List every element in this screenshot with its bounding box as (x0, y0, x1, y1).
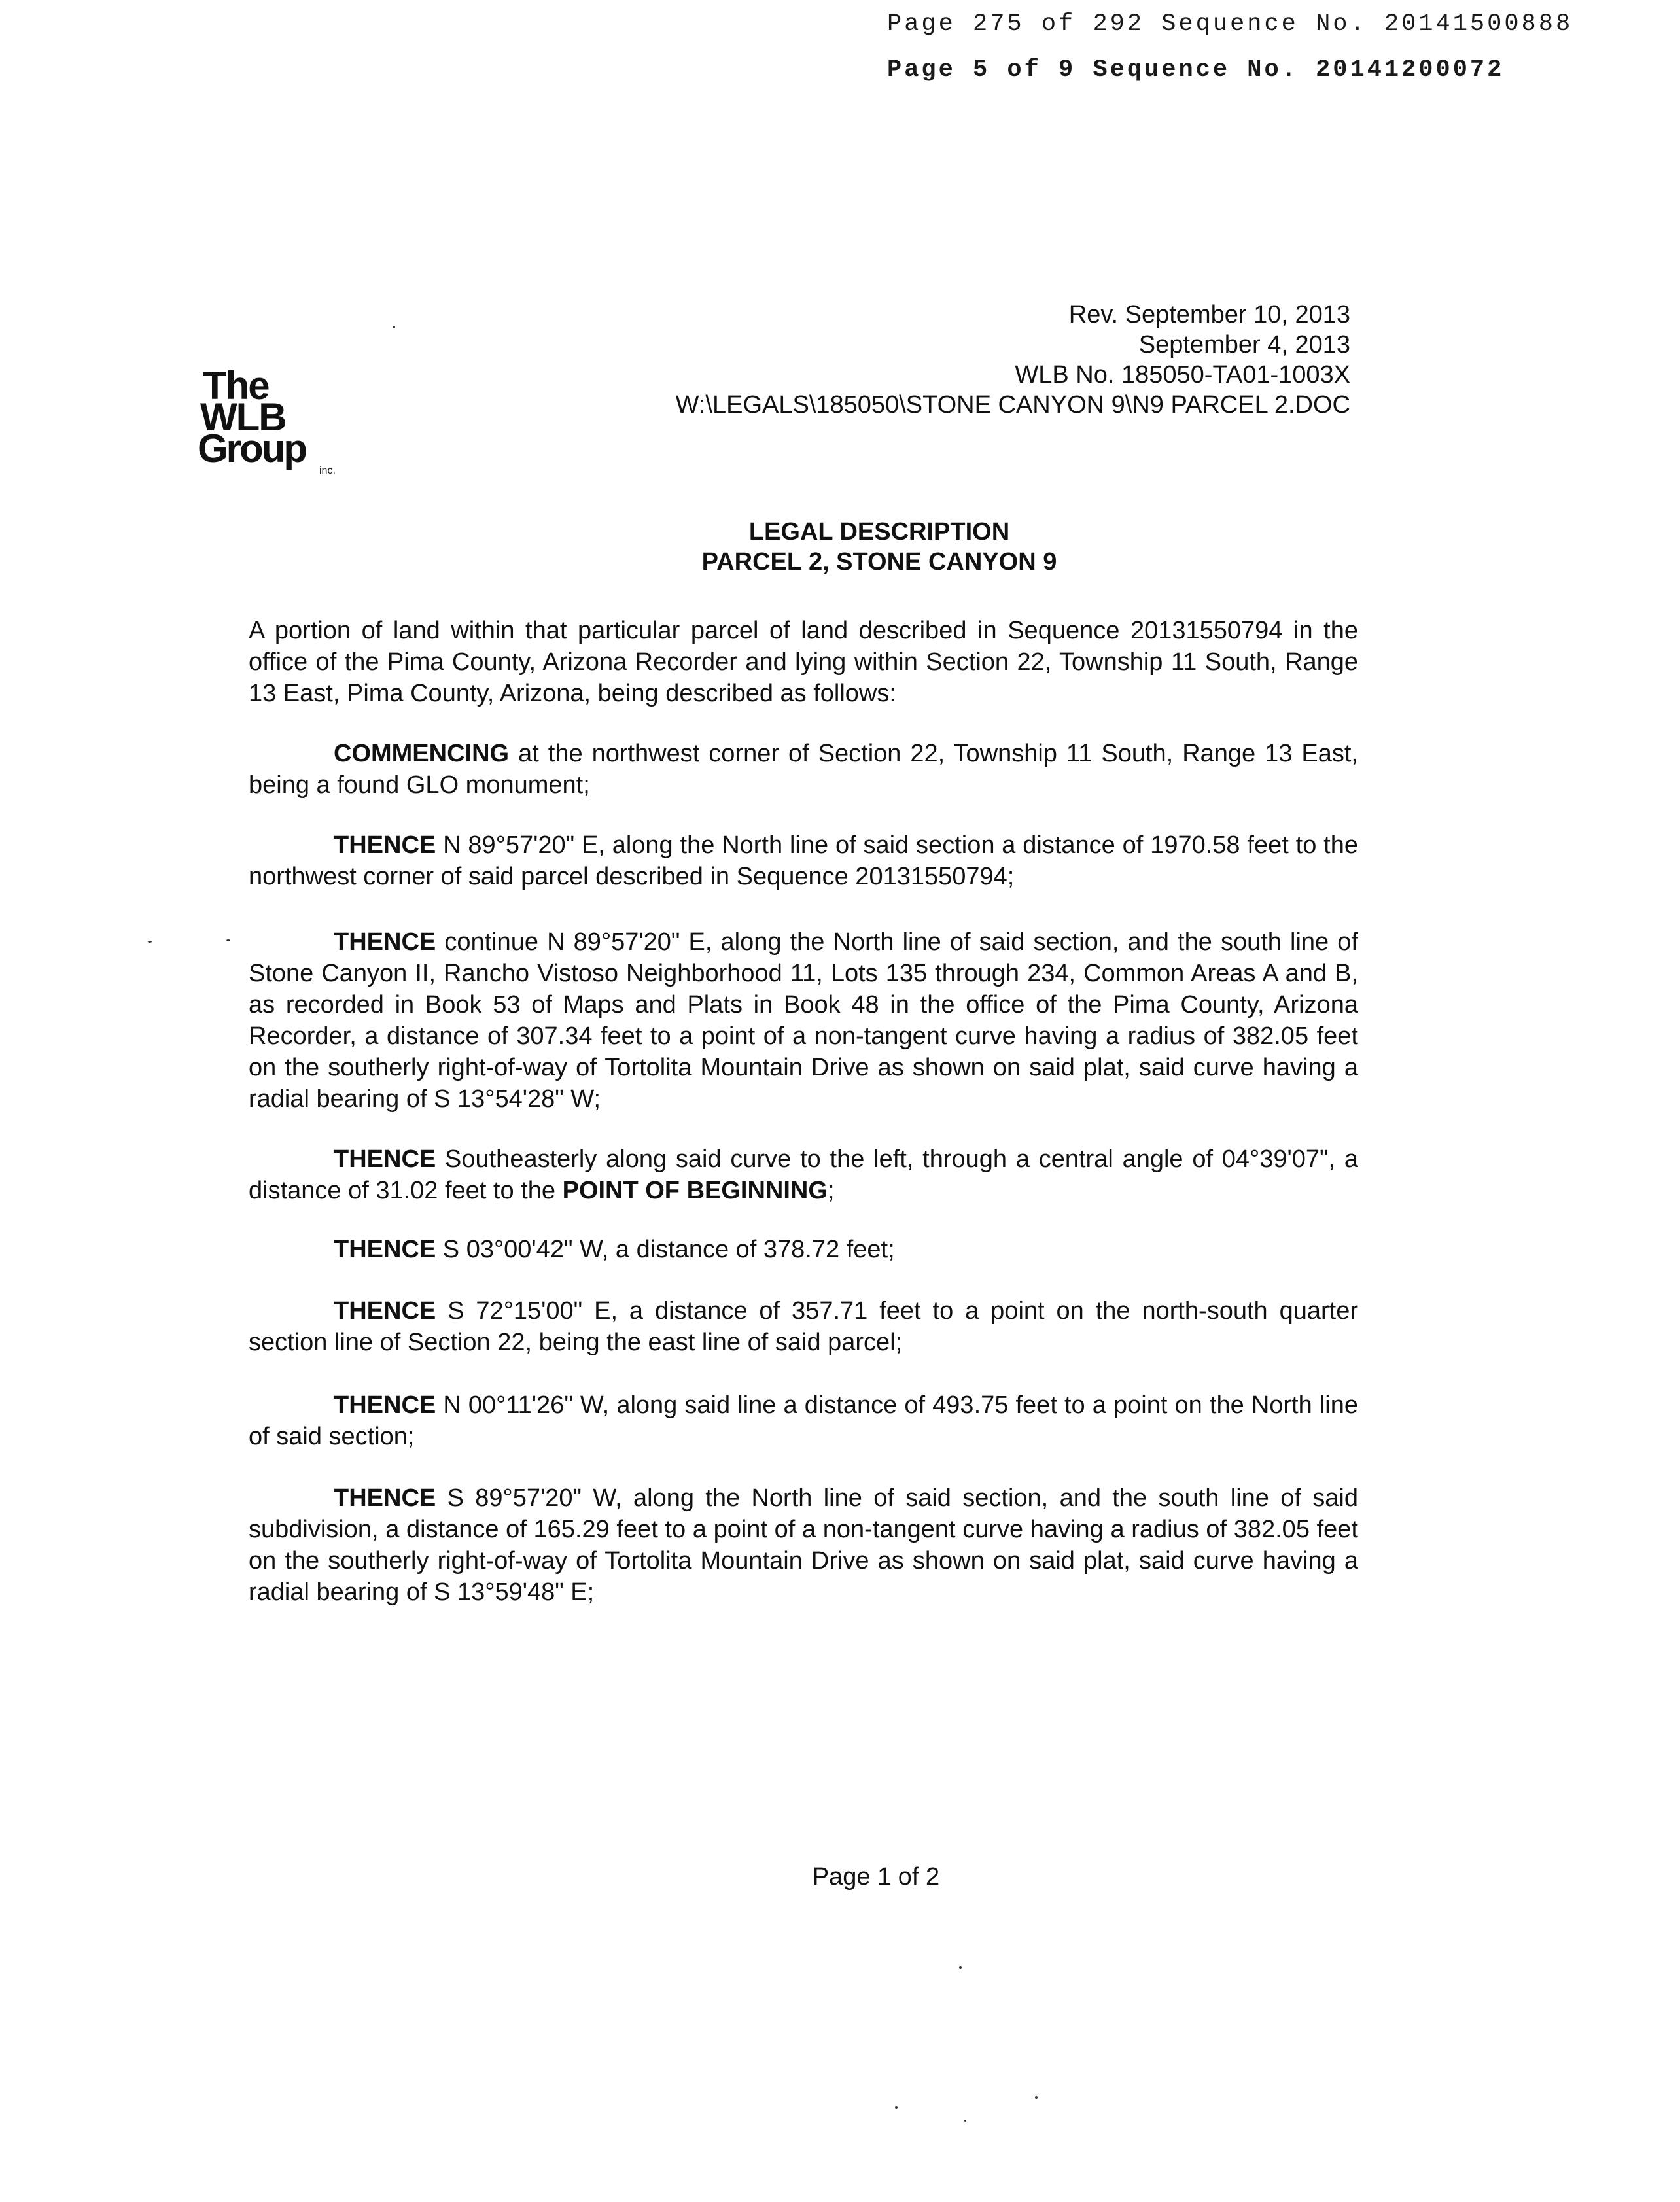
paragraph-text: N 00°11'26" W, along said line a distance of 493.75 feet to a point on the North line of said section; (249, 1391, 1358, 1450)
paragraph-lead: THENCE (334, 928, 436, 956)
course-paragraph (249, 1144, 1358, 1206)
logo-group: Group (198, 427, 306, 470)
paragraph-lead: THENCE (334, 1484, 436, 1512)
file-path: W:\LEGALS\185050\STONE CANYON 9\N9 PARCEL 2.DOC (675, 391, 1350, 419)
paragraph-lead: THENCE (334, 1236, 436, 1263)
document-subtitle: PARCEL 2, STONE CANYON 9 (701, 548, 1057, 576)
revision-date: Rev. September 10, 2013 (1068, 301, 1350, 328)
paragraph-lead: THENCE (334, 1145, 436, 1173)
paragraph-end: ; (827, 1177, 835, 1204)
wlb-number: WLB No. 185050-TA01-1003X (1015, 361, 1350, 389)
intro-paragraph: A portion of land within that particular parcel of land described in Sequence 20131550794 in the office of the Pima County, Arizona Recorder and lying within Section 22, Township 11 South, Range 13 East, Pima County, Arizona, being described as follows: (249, 617, 1358, 707)
wlb-group-logo (198, 366, 335, 484)
commencing-paragraph (249, 738, 1358, 801)
course-paragraph (249, 830, 1358, 892)
document-header (676, 300, 1350, 420)
paragraph-text: at the northwest corner of Section 22, Township 11 South, Range 13 East, being a found GLO monument; (249, 740, 1358, 799)
scan-speck (226, 939, 230, 941)
paragraph-text: S 72°15'00" E, a distance of 357.71 feet to a point on the north-south quarter section line of Section 22, being the east line of said parcel; (249, 1297, 1358, 1356)
paragraph-lead: THENCE (334, 1297, 436, 1325)
paragraph-text: continue N 89°57'20" E, along the North line of said section, and the south line of Stone Canyon II, Rancho Vistoso Neighborhood 11, Lots 135 through 234, Common Areas A and B, as recorded in Book 53 of Maps and Plats in Book 48 in the office of the Pima County, Arizona Recorder, a distance of 307.34 feet to a point of a non-tangent curve having a radius of 382.05 feet on the southerly right-of-way of Tortolita Mountain Drive as shown on said plat, said curve having a radial bearing of S 13°54'28" W; (249, 928, 1358, 1113)
paragraph-lead: THENCE (334, 831, 436, 859)
paragraph-lead: COMMENCING (334, 740, 510, 767)
page-number: Page 1 of 2 (812, 1863, 940, 1891)
course-paragraph (249, 1389, 1358, 1452)
scan-speck (1035, 2096, 1038, 2099)
scan-speck (148, 941, 152, 943)
document-title: LEGAL DESCRIPTION (748, 518, 1010, 546)
point-of-beginning: POINT OF BEGINNING (562, 1177, 828, 1204)
sequence-stamp-primary: Page 275 of 292 Sequence No. 20141500888 (887, 10, 1573, 38)
logo-wlb: WLB (200, 395, 286, 439)
original-date: September 4, 2013 (1138, 331, 1350, 358)
paragraph-text: S 03°00'42" W, a distance of 378.72 feet; (436, 1236, 895, 1263)
logo-inc: inc. (319, 465, 336, 476)
scan-speck (393, 326, 395, 328)
paragraph-text: Southeasterly along said curve to the left, through a central angle of 04°39'07", a distance of 31.02 feet to the (249, 1145, 1358, 1204)
scan-speck (964, 2120, 966, 2122)
course-paragraph (249, 1234, 1358, 1265)
scan-speck (895, 2106, 898, 2109)
course-paragraph (249, 1482, 1358, 1608)
paragraph-text: N 89°57'20" E, along the North line of said section a distance of 1970.58 feet to the northwest corner of said parcel described in Sequence 20131550794; (249, 831, 1358, 890)
logo-the: The (203, 364, 269, 408)
sequence-stamp-secondary: Page 5 of 9 Sequence No. 20141200072 (887, 56, 1505, 84)
course-paragraph (249, 926, 1358, 1115)
scan-speck (959, 1966, 962, 1969)
paragraph-lead: THENCE (334, 1391, 436, 1419)
paragraph-text: S 89°57'20" W, along the North line of said section, and the south line of said subdivision, a distance of 165.29 feet to a point of a non-tangent curve having a radius of 382.05 feet on the southerly right-of-way of Tortolita Mountain Drive as shown on said plat, said curve having a radial bearing of S 13°59'48" E; (249, 1484, 1358, 1606)
course-paragraph (249, 1295, 1358, 1358)
